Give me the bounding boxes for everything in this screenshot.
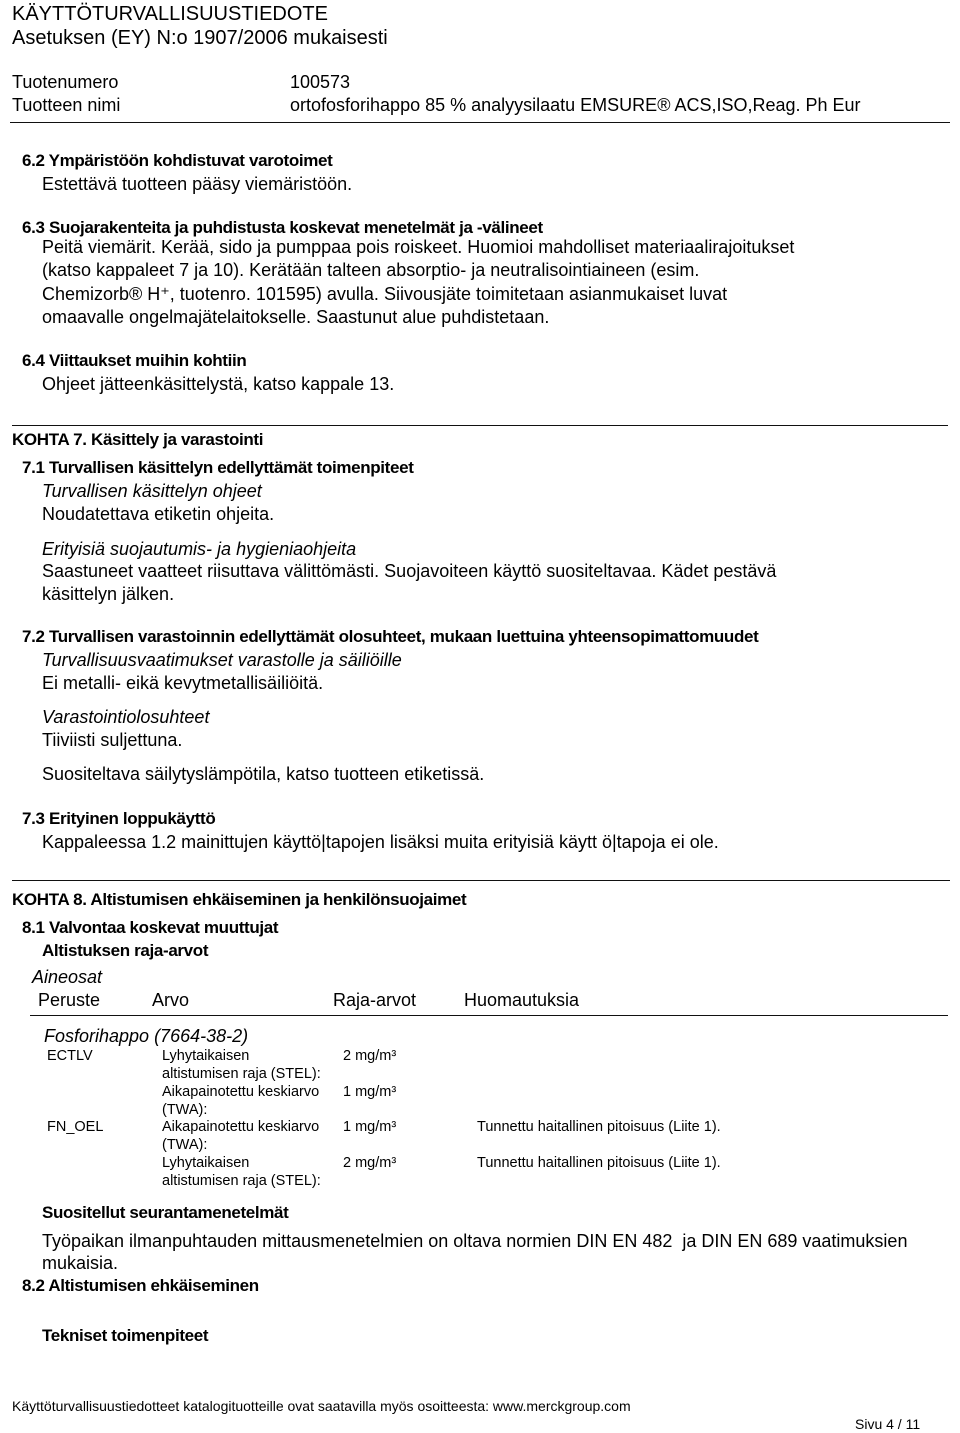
product-name-label: Tuotteen nimi — [12, 95, 121, 115]
row-value: Aikapainotettu keskiarvo — [162, 1084, 320, 1100]
section-heading: 8.2 Altistumisen ehkäiseminen — [22, 1276, 259, 1295]
regulation-subtitle: Asetuksen (EY) N:o 1907/2006 mukaisesti — [12, 27, 388, 49]
subheading: Varastointiolosuhteet — [42, 707, 210, 727]
header-divider — [10, 122, 950, 123]
row-value: altistumisen raja (STEL): — [162, 1066, 321, 1082]
document-title: KÄYTTÖTURVALLISUUSTIEDOTE — [12, 3, 328, 25]
section-heading: 6.3 Suojarakenteita ja puhdistusta koskevat menetelmät ja -välineet — [22, 218, 543, 237]
section-heading: 7.2 Turvallisen varastoinnin edellyttämät olosuhteet, mukaan luettuina yhteensopimattomuudet — [22, 627, 759, 646]
subheading: Altistuksen raja-arvot — [42, 941, 209, 960]
chapter-heading: KOHTA 7. Käsittely ja varastointi — [12, 430, 264, 449]
paragraph-line: Suositeltava säilytyslämpötila, katso tuotteen etiketissä. — [42, 764, 485, 784]
section-divider — [12, 425, 948, 426]
table-header-divider — [30, 1015, 948, 1016]
subheading: Suositellut seurantamenetelmät — [42, 1203, 289, 1222]
product-number-label: Tuotenumero — [12, 72, 119, 92]
section-heading: 6.4 Viittaukset muihin kohtiin — [22, 351, 247, 370]
subheading: Turvallisuusvaatimukset varastolle ja säiliöille — [42, 650, 402, 670]
column-header-remarks: Huomautuksia — [464, 990, 580, 1010]
paragraph-line: Noudatettava etiketin ohjeita. — [42, 504, 275, 524]
page-number: Sivu 4 / 11 — [855, 1416, 921, 1432]
row-value: Aikapainotettu keskiarvo — [162, 1119, 320, 1135]
row-remark: Tunnettu haitallinen pitoisuus (Liite 1). — [477, 1119, 721, 1135]
column-header-limit: Raja-arvot — [333, 990, 417, 1010]
row-remark: Tunnettu haitallinen pitoisuus (Liite 1). — [477, 1155, 721, 1171]
paragraph-line: Peitä viemärit. Kerää, sido ja pumppaa pois roiskeet. Huomioi mahdolliset materiaalirajoitukset — [42, 237, 795, 257]
subheading: Tekniset toimenpiteet — [42, 1326, 209, 1345]
section-heading: 8.1 Valvontaa koskevat muuttujat — [22, 918, 279, 937]
row-basis: ECTLV — [47, 1048, 93, 1064]
row-value: altistumisen raja (STEL): — [162, 1173, 321, 1189]
row-value: Lyhytaikaisen — [162, 1155, 250, 1171]
chapter-heading: KOHTA 8. Altistumisen ehkäiseminen ja henkilönsuojaimet — [12, 890, 467, 909]
subheading: Erityisiä suojautumis- ja hygieniaohjeita — [42, 539, 357, 559]
paragraph-line: Estettävä tuotteen pääsy viemäristöön. — [42, 174, 353, 194]
paragraph-line: (katso kappaleet 7 ja 10). Kerätään talteen absorptio- ja neutralisointiaineen (esim. — [42, 260, 700, 280]
paragraph-line: Saastuneet vaatteet riisuttava välittömästi. Suojavoiteen käyttö suositeltavaa. Kädet pestävä — [42, 561, 777, 581]
row-limit: 1 mg/m³ — [343, 1119, 397, 1135]
row-value: (TWA): — [162, 1102, 208, 1118]
row-basis: FN_OEL — [47, 1119, 104, 1135]
row-value: (TWA): — [162, 1137, 208, 1153]
section-heading: 6.2 Ympäristöön kohdistuvat varotoimet — [22, 151, 333, 170]
footer-note: Käyttöturvallisuustiedotteet katalogituotteille ovat saatavilla myös osoitteesta: www.merckgroup.com — [12, 1398, 631, 1414]
paragraph-line: mukaisia. — [42, 1253, 119, 1273]
paragraph-line: Ei metalli- eikä kevytmetallisäiliöitä. — [42, 673, 324, 693]
row-limit: 1 mg/m³ — [343, 1084, 397, 1100]
column-header-value: Arvo — [152, 990, 190, 1010]
row-limit: 2 mg/m³ — [343, 1048, 397, 1064]
paragraph-line: omaavalle ongelmajätelaitokselle. Saastunut alue puhdistetaan. — [42, 307, 550, 327]
section-heading: 7.3 Erityinen loppukäyttö — [22, 809, 216, 828]
table-group-label: Aineosat — [32, 967, 103, 987]
row-limit: 2 mg/m³ — [343, 1155, 397, 1171]
paragraph-line: Tiiviisti suljettuna. — [42, 730, 183, 750]
substance-name: Fosforihappo (7664-38-2) — [44, 1026, 249, 1046]
section-heading: 7.1 Turvallisen käsittelyn edellyttämät toimenpiteet — [22, 458, 414, 477]
paragraph-line: Chemizorb® H⁺, tuotenro. 101595) avulla. Siivousjäte toimitetaan asianmukaiset luvat — [42, 284, 728, 304]
product-name-value: ortofosforihappo 85 % analyysilaatu EMSURE® ACS,ISO,Reag. Ph Eur — [290, 95, 861, 115]
product-number-value: 100573 — [290, 72, 351, 92]
paragraph-line: Työpaikan ilmanpuhtauden mittausmenetelmien on oltava normien DIN EN 482 ja DIN EN 689 vaatimuksien — [42, 1231, 908, 1251]
subheading: Turvallisen käsittelyn ohjeet — [42, 481, 262, 501]
paragraph-line: Kappaleessa 1.2 mainittujen käyttö|tapojen lisäksi muita erityisiä käytt ö|tapoja ei ole. — [42, 832, 719, 852]
paragraph-line: Ohjeet jätteenkäsittelystä, katso kappale 13. — [42, 374, 395, 394]
section-divider — [12, 880, 950, 881]
row-value: Lyhytaikaisen — [162, 1048, 250, 1064]
column-header-basis: Peruste — [38, 990, 101, 1010]
paragraph-line: käsittelyn jälken. — [42, 584, 175, 604]
